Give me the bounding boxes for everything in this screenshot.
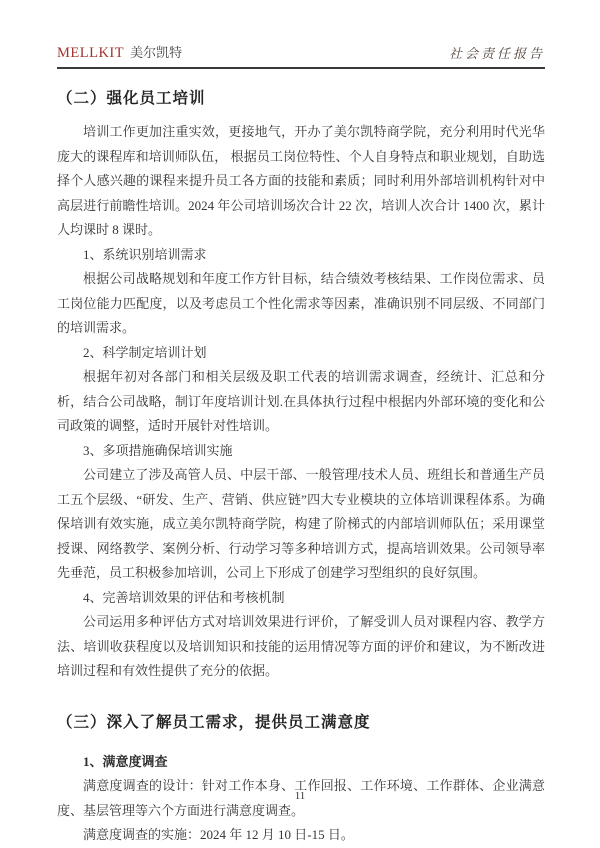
paragraph-survey-implementation: 满意度调查的实施：2024 年 12 月 10 日-15 日。 bbox=[83, 827, 354, 842]
paragraph-training-overview: 培训工作更加注重实效，更接地气，开办了美尔凯特商学院，充分利用时代光华庞大的课程库和培训师队伍， 根据员工岗位特性、个人自身特点和职业规划，自助选择个人感兴趣的课程来提升员工各方面的技能和素质；同时利用外部培训机构针对中高层进行前瞻性培训。2024 年公司培训场次合计 22 次，培训人次合计 1400 次，累计人均课时 8 课时。 bbox=[57, 124, 545, 237]
paragraph-training-evaluation: 公司运用多种评估方式对培训效果进行评价，了解受训人员对课程内容、教学方法、培训收获程度以及培训知识和技能的运用情况等方面的评价和建议，为不断改进培训过程和有效性提供了充分的依据。 bbox=[57, 614, 545, 678]
section-heading-2: （二）强化员工培训 bbox=[57, 90, 206, 107]
list-item-2: 2、科学制定培训计划 bbox=[83, 344, 207, 360]
page-header bbox=[57, 42, 545, 69]
paragraph-identify-needs: 根据公司战略规划和年度工作方针目标，结合绩效考核结果、工作岗位需求、员工岗位能力匹配度，以及考虑员工个性化需求等因素，准确识别不同层级、不同部门的培训需求。 bbox=[57, 271, 545, 335]
paragraph-training-implementation: 公司建立了涉及高管人员、中层干部、一般管理/技术人员、班组长和普通生产员工五个层级、“研发、生产、营销、供应链”四大专业模块的立体培训课程体系。为确保培训有效实施，成立美尔凯特商学院，构建了阶梯式的内部培训师队伍；采用课堂授课、网络教学、案例分析、行动学习等多种培训方式，提高培训效果。公司领导率先垂范，员工积极参加培训，公司上下形成了创建学习型组织的良好氛围。 bbox=[57, 467, 545, 580]
list-item-1: 1、系统识别培训需求 bbox=[83, 246, 207, 262]
section-heading-3: （三）深入了解员工需求，提供员工满意度 bbox=[57, 713, 371, 731]
brand-logo bbox=[57, 42, 182, 62]
page-number: 11 bbox=[294, 790, 306, 802]
paragraph-plan-training: 根据年初对各部门和相关层级及职工代表的培训需求调查，经统计、汇总和分析，结合公司战略，制订年度培训计划.在具体执行过程中根据内外部环境的变化和公司政策的调整，适时开展针对性培训。 bbox=[57, 369, 545, 433]
document-title: 社会责任报告 bbox=[448, 46, 545, 61]
brand-name-english: MELLKIT bbox=[57, 45, 125, 61]
subheading-satisfaction-survey: 1、满意度调查 bbox=[83, 753, 168, 769]
paragraph-survey-design: 满意度调查的设计：针对工作本身、工作回报、工作环境、工作群体、企业满意度、基层管理等六个方面进行满意度调查。 bbox=[57, 778, 545, 818]
list-item-4: 4、完善培训效果的评估和考核机制 bbox=[83, 589, 285, 605]
brand-name-chinese: 美尔凯特 bbox=[130, 45, 183, 60]
list-item-3: 3、多项措施确保培训实施 bbox=[83, 442, 233, 458]
